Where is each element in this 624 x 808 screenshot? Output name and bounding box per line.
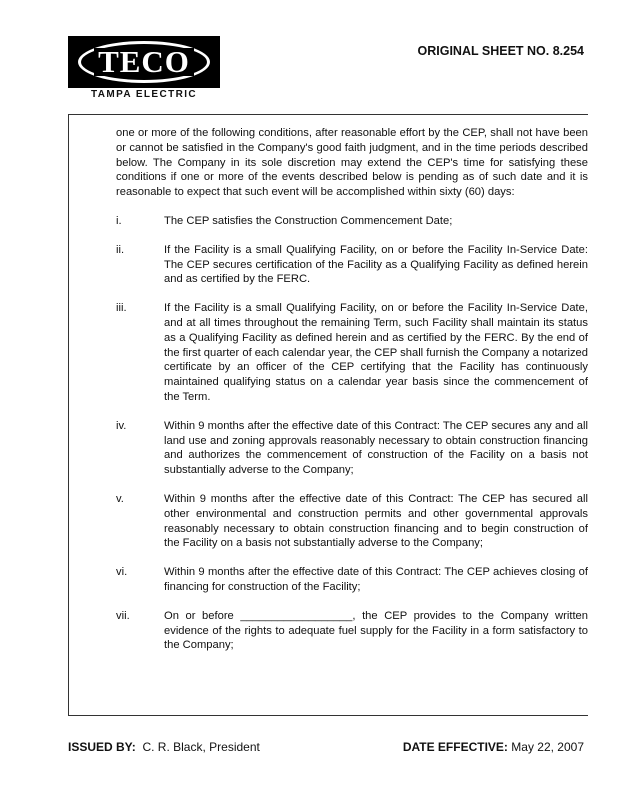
list-item — [116, 243, 588, 287]
issued-by — [68, 740, 260, 754]
logo-text: TECO — [94, 48, 194, 76]
list-item — [116, 609, 588, 653]
list-item — [116, 301, 588, 405]
item-text: If the Facility is a small Qualifying Facility, on or before the Facility In-Service Date: The CEP secures certification of the Facility as a Qualifying Facility as defined herein and as certified by the FERC. — [164, 243, 588, 286]
list-item — [116, 565, 588, 595]
item-number: iii. — [116, 302, 127, 315]
item-number: v. — [116, 492, 124, 505]
list-item — [116, 492, 588, 551]
list-item — [116, 214, 588, 229]
item-text: On or before __________________, the CEP provides to the Company written evidence of the rights to adequate fuel supply for the Facility in a form satisfactory to the Company; — [164, 609, 588, 652]
logo-subtitle: TAMPA ELECTRIC — [90, 89, 198, 100]
teco-logo — [68, 36, 220, 88]
sheet-number: ORIGINAL SHEET NO. 8.254 — [417, 44, 584, 58]
item-number: vii. — [116, 609, 130, 622]
document-body — [116, 126, 588, 667]
item-number: vi. — [116, 566, 128, 579]
item-text: If the Facility is a small Qualifying Facility, on or before the Facility In-Service Date, and at all times throughout the remaining Term, such Facility shall maintain its status as a Qualifying Facility as defined herein and as certified by the FERC. By the end of the first quarter of each calendar year, the CEP shall furnish the Company a notarized certificate by an officer of the CEP certifying that the Facility has continuously maintained qualifying status on a calendar year basis since the commencement of the Term. — [164, 302, 588, 403]
item-text: Within 9 months after the effective date of this Contract: The CEP has secured all other environmental and construction permits and other governmental approvals reasonably necessary to obtain construction financing and to begin construction of the Facility on a basis not substantially adverse to the Company; — [164, 492, 588, 550]
item-number: ii. — [116, 243, 125, 256]
date-label: DATE EFFECTIVE: — [402, 740, 508, 754]
item-number: iv. — [116, 419, 127, 432]
item-text: Within 9 months after the effective date of this Contract: The CEP secures any and all land use and zoning approvals reasonably necessary to obtain construction financing and authorizes the commencement of construction of the Facility on a basis not substantially adverse to the Company; — [164, 419, 588, 477]
date-effective — [403, 740, 584, 754]
item-text: Within 9 months after the effective date of this Contract: The CEP achieves closing of financing for construction of the Facility; — [164, 566, 588, 593]
issued-label: ISSUED BY: — [68, 740, 136, 754]
item-number: i. — [116, 214, 122, 227]
date-value: May 22, 2007 — [511, 740, 584, 754]
issued-value: C. R. Black, President — [142, 740, 260, 754]
logo-oval — [78, 41, 210, 83]
intro-paragraph: one or more of the following conditions, after reasonable effort by the CEP, shall not have been or cannot be satisfied in the Company's good faith judgment, and in the time periods described below. The Company in its sole discretion may extend the CEP's time for satisfying these conditions if one or more of the events described below is pending as of such date and it is reasonable to expect that such event will be accomplished within sixty (60) days: — [116, 127, 588, 199]
item-text: The CEP satisfies the Construction Commencement Date; — [164, 214, 453, 227]
list-item — [116, 419, 588, 478]
